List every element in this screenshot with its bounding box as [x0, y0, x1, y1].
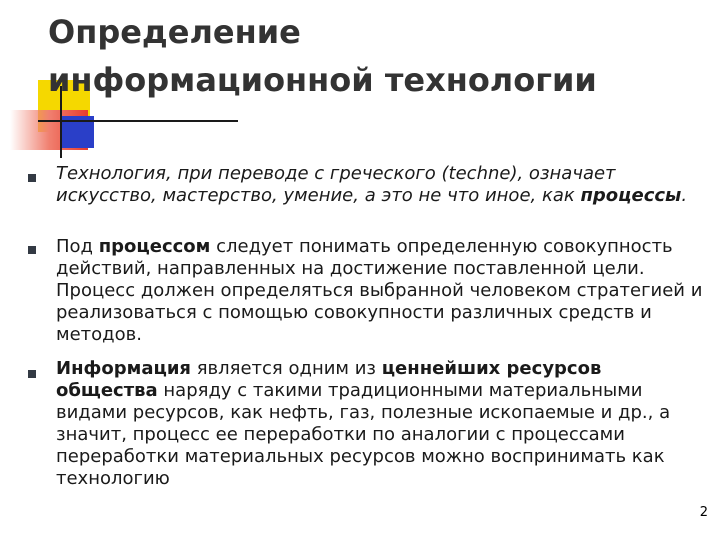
bullet-text-information: Информация является одним из ценнейших ресурсов общества наряду с такими традиционными материальными видами ресурсов, как нефть, газ, полезные ископаемые и др., а значит, процесс ее переработки по аналогии с процессами переработки материальных ресурсов можно воспринимать как технологию: [56, 358, 671, 489]
bold-term-information: Информация: [56, 358, 191, 379]
bold-term-process: процессом: [98, 236, 211, 257]
bullet-text-technology: Технология, при переводе с греческого (techne), означает искусство, мастерство, умение, а это не что иное, как процессы.: [56, 163, 688, 206]
deco-horizontal-line: [38, 120, 238, 122]
title-line-2: информационной технологии: [48, 61, 597, 99]
bullet-marker: [28, 174, 36, 182]
bullet-marker: [28, 246, 36, 254]
bullet-text-process: Под процессом следует понимать определенную совокупность действий, направленных на достижение поставленной цели. Процесс должен определяться выбранной человеком стратегией и реализоваться с помощью совокупности различных средств и методов.: [56, 236, 703, 345]
bold-term-processes: процессы: [580, 185, 682, 206]
page-number: 2: [699, 505, 708, 520]
bold-term-valuable-resources: ценнейших ресурсов общества: [56, 358, 602, 401]
bullet-marker: [28, 370, 36, 378]
title-line-1: Определение: [48, 13, 301, 51]
page-title: [48, 8, 708, 104]
